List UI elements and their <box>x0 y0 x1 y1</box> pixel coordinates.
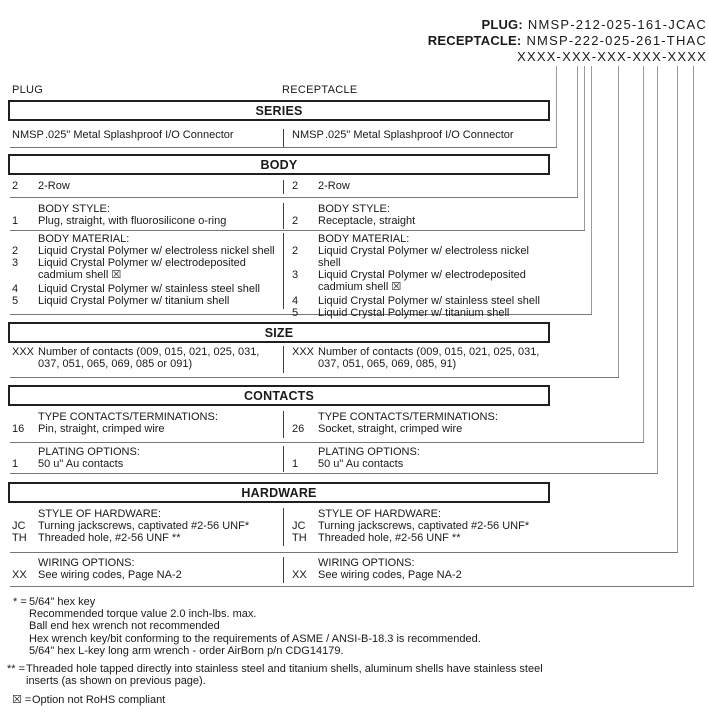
material-text: Liquid Crystal Polymer w/ stainless steel shell <box>318 295 540 307</box>
footnote-line: Threaded hole tapped directly into stainless steel and titanium shells, aluminum shells have stainless steel <box>26 663 543 675</box>
plating-plug-code: 1 <box>12 458 19 470</box>
plug-part-number-line <box>481 18 707 32</box>
divider-body-row <box>10 197 578 198</box>
plug-column-label: PLUG <box>12 84 44 96</box>
body-style-plug-code: 1 <box>12 215 19 227</box>
trace-line-contact-type <box>643 66 644 442</box>
hardware-style-receptacle-label: STYLE OF HARDWARE: <box>318 508 442 520</box>
divider-size <box>10 377 619 378</box>
footnote-star-marker: * = <box>13 596 27 608</box>
footnote-line: Recommended torque value 2.0 inch-lbs. max. <box>29 608 257 621</box>
hardware-style-plug-label: STYLE OF HARDWARE: <box>38 508 162 520</box>
size-plug-code: XXX <box>12 346 35 358</box>
trace-line-body-material <box>591 66 592 314</box>
size-receptacle-text-line1: Number of contacts (009, 015, 021, 025, 031, <box>318 346 540 358</box>
size-row <box>10 346 550 373</box>
contact-type-plug-code: 16 <box>12 423 25 435</box>
footnote-rohs-lines <box>32 694 165 706</box>
wiring-receptacle-code: XX <box>292 569 307 581</box>
body-style-receptacle-code: 2 <box>292 215 299 227</box>
trace-line-size <box>618 66 619 377</box>
body-material-plug-cell <box>10 233 283 309</box>
hardware-style-receptacle-item <box>290 532 550 544</box>
material-code: 4 <box>12 283 19 295</box>
wiring-plug-text: See wiring codes, Page NA-2 <box>38 569 182 581</box>
series-plug-code: NMSP <box>12 129 44 141</box>
series-receptacle-text: .025" Metal Splashproof I/O Connector <box>325 129 514 141</box>
contact-type-receptacle-cell <box>283 411 550 438</box>
material-code: 3 <box>292 269 299 281</box>
plating-receptacle-code: 1 <box>292 458 299 470</box>
trace-line-hardware-style <box>677 66 678 552</box>
hardware-section-header <box>8 482 550 503</box>
wiring-plug-cell <box>10 557 283 583</box>
plating-receptacle-item <box>290 458 550 470</box>
contact-type-plug-text: Pin, straight, crimped wire <box>38 423 165 435</box>
body-material-receptacle-item <box>290 245 550 269</box>
size-plug-cell <box>10 346 283 373</box>
body-header-label: BODY <box>260 157 298 172</box>
material-code: 5 <box>292 307 299 319</box>
body-style-receptacle-label: BODY STYLE: <box>318 203 390 215</box>
material-text: Liquid Crystal Polymer w/ titanium shell <box>318 307 510 319</box>
trace-line-series <box>556 66 557 147</box>
hardware-style-plug-cell <box>10 508 283 546</box>
body-style-receptacle-cell <box>283 203 550 229</box>
material-text <box>38 257 283 281</box>
hardware-style-text: Turning jackscrews, captivated #2-56 UNF* <box>318 520 530 532</box>
series-receptacle-line <box>290 129 550 141</box>
body-material-plug-item <box>10 257 283 281</box>
body-style-receptacle-item <box>290 215 550 227</box>
material-text <box>318 269 550 293</box>
plating-plug-text: 50 u" Au contacts <box>38 458 124 470</box>
body-section-header <box>8 154 550 175</box>
body-material-receptacle-label: BODY MATERIAL: <box>318 233 410 245</box>
body-material-plug-label: BODY MATERIAL: <box>38 233 130 245</box>
hardware-style-receptacle-item <box>290 520 550 532</box>
contact-type-plug-cell <box>10 411 283 438</box>
body-row-plug-text: 2-Row <box>38 180 70 192</box>
divider-contact-type <box>10 442 644 443</box>
part-number-mask-line <box>517 50 707 64</box>
body-material-receptacle-item <box>290 307 550 319</box>
plating-receptacle-text: 50 u" Au contacts <box>318 458 404 470</box>
contact-type-plug-item <box>10 423 283 435</box>
material-code: 4 <box>292 295 299 307</box>
hardware-style-text: Threaded hole, #2-56 UNF ** <box>38 532 181 544</box>
footnote-doublestar-lines <box>26 663 543 687</box>
series-header-label: SERIES <box>255 103 303 118</box>
wiring-row <box>10 557 550 583</box>
size-plug-line <box>10 346 283 370</box>
hardware-style-receptacle-cell <box>283 508 550 546</box>
body-row <box>10 180 550 194</box>
series-receptacle-code: NMSP <box>292 129 324 141</box>
body-style-plug-label: BODY STYLE: <box>38 203 110 215</box>
divider-body-style <box>10 230 585 231</box>
size-section-header <box>8 322 550 343</box>
plug-part-number-label: PLUG: <box>481 17 523 32</box>
plating-plug-item <box>10 458 283 470</box>
plating-receptacle-cell <box>283 446 550 472</box>
trace-line-plating <box>657 66 658 473</box>
series-plug-text: .025" Metal Splashproof I/O Connector <box>45 129 234 141</box>
size-receptacle-text-line2: 037, 051, 065, 069, 085, 91) <box>318 358 457 370</box>
size-receptacle-cell <box>283 346 550 373</box>
material-text: Liquid Crystal Polymer w/ titanium shell <box>38 295 230 307</box>
material-text: Liquid Crystal Polymer w/ electroless nickel shell <box>38 245 275 257</box>
divider-wiring <box>10 586 694 587</box>
hardware-header-label: HARDWARE <box>241 485 317 500</box>
size-plug-text-line2: 037, 051, 065, 069, 085 or 091) <box>38 358 193 370</box>
footnote-line: Ball end hex wrench not recommended <box>29 620 220 633</box>
material-code: 5 <box>12 295 19 307</box>
plug-part-number-value: NMSP-212-025-161-JCAC <box>527 17 707 32</box>
footnote-doublestar-marker: ** = <box>7 663 26 675</box>
divider-series <box>10 147 557 148</box>
body-style-plug-cell <box>10 203 283 229</box>
footnote-line: Hex wrench key/bit conforming to the requirements of ASME / ANSI-B-18.3 is recommended. <box>29 632 481 645</box>
body-material-receptacle-item <box>290 269 550 293</box>
body-material-plug-item <box>10 245 283 257</box>
trace-line-wiring <box>693 66 694 586</box>
contact-type-receptacle-item <box>290 423 550 435</box>
material-text-line1: Liquid Crystal Polymer w/ electrodeposited <box>318 269 526 281</box>
material-text: Liquid Crystal Polymer w/ stainless steel shell <box>38 283 260 295</box>
hardware-style-text: Turning jackscrews, captivated #2-56 UNF* <box>38 520 250 532</box>
body-material-receptacle-cell <box>283 233 550 319</box>
body-style-receptacle-text: Receptacle, straight <box>318 215 416 227</box>
material-text: Liquid Crystal Polymer w/ electroless nickel shell <box>318 245 529 269</box>
series-section-header <box>8 100 550 121</box>
body-row-receptacle-line <box>290 180 550 192</box>
body-row-plug-cell <box>10 180 283 194</box>
wiring-plug-item <box>10 569 283 581</box>
contact-type-row <box>10 411 550 438</box>
receptacle-part-number-label: RECEPTACLE: <box>427 33 522 48</box>
plating-plug-label: PLATING OPTIONS: <box>38 446 140 458</box>
footnote-star-lines <box>29 596 481 657</box>
body-row-receptacle-cell <box>283 180 550 194</box>
footnote-rohs-marker: ☒ = <box>12 694 32 706</box>
material-text-line2: cadmium shell ☒ <box>38 269 122 281</box>
body-style-plug-text: Plug, straight, with fluorosilicone o-ring <box>38 215 227 227</box>
size-header-label: SIZE <box>264 325 294 340</box>
hardware-style-row <box>10 508 550 546</box>
footnote-line: Option not RoHS compliant <box>32 694 166 706</box>
material-text-line1: Liquid Crystal Polymer w/ electrodeposited <box>38 257 246 269</box>
receptacle-part-number-value: NMSP-222-025-261-THAC <box>526 33 707 48</box>
body-row-plug-code: 2 <box>12 180 19 192</box>
footnote-hex-key <box>13 596 481 657</box>
hardware-style-plug-item <box>10 520 283 532</box>
size-plug-text-line1: Number of contacts (009, 015, 021, 025, 031, <box>38 346 260 358</box>
body-material-row <box>10 233 550 319</box>
footnote-line: inserts (as shown on previous page). <box>26 675 206 688</box>
size-receptacle-text <box>318 346 550 370</box>
plating-receptacle-label: PLATING OPTIONS: <box>318 446 420 458</box>
series-row <box>10 129 550 147</box>
wiring-plug-label: WIRING OPTIONS: <box>38 557 135 569</box>
trace-line-body-style <box>584 66 585 230</box>
body-material-plug-item <box>10 295 283 307</box>
receptacle-column-label: RECEPTACLE <box>282 84 358 96</box>
hardware-style-code: JC <box>12 520 26 532</box>
receptacle-part-number-line <box>428 34 707 48</box>
footnote-line: 5/64" hex L-key long arm wrench - order AirBorn p/n CDG14179. <box>29 644 344 657</box>
wiring-receptacle-cell <box>283 557 550 583</box>
series-receptacle-cell <box>283 129 550 147</box>
hardware-style-code: TH <box>292 532 307 544</box>
hardware-style-plug-item <box>10 532 283 544</box>
footnote-threaded-hole <box>7 663 543 687</box>
plating-plug-cell <box>10 446 283 472</box>
body-material-receptacle-item <box>290 295 550 307</box>
contact-type-receptacle-code: 26 <box>292 423 305 435</box>
footnote-line: 5/64" hex key <box>29 596 96 608</box>
hardware-style-code: TH <box>12 532 27 544</box>
size-receptacle-code: XXX <box>292 346 315 358</box>
footnote-rohs <box>12 694 165 706</box>
part-number-mask: XXXX-XXX-XXX-XXX-XXXX <box>517 49 707 64</box>
divider-hardware-style <box>10 552 678 553</box>
material-code: 3 <box>12 257 19 269</box>
size-plug-text <box>38 346 283 370</box>
contact-type-receptacle-label: TYPE CONTACTS/TERMINATIONS: <box>318 411 498 423</box>
wiring-plug-code: XX <box>12 569 27 581</box>
hardware-style-code: JC <box>292 520 306 532</box>
body-row-plug-line <box>10 180 283 192</box>
divider-plating <box>10 473 658 474</box>
wiring-receptacle-item <box>290 569 550 581</box>
contacts-section-header <box>8 385 550 406</box>
body-row-receptacle-text: 2-Row <box>318 180 350 192</box>
material-code: 2 <box>12 245 19 257</box>
body-material-plug-item <box>10 283 283 295</box>
plating-row <box>10 446 550 472</box>
body-row-receptacle-code: 2 <box>292 180 299 192</box>
material-text-line2: cadmium shell ☒ <box>318 281 402 293</box>
contacts-header-label: CONTACTS <box>243 388 315 403</box>
wiring-receptacle-label: WIRING OPTIONS: <box>318 557 415 569</box>
contact-type-receptacle-text: Socket, straight, crimped wire <box>318 423 463 435</box>
body-style-row <box>10 203 550 229</box>
size-receptacle-line <box>290 346 550 370</box>
material-code: 2 <box>292 245 299 257</box>
body-style-plug-item <box>10 215 283 227</box>
hardware-style-text: Threaded hole, #2-56 UNF ** <box>318 532 461 544</box>
wiring-receptacle-text: See wiring codes, Page NA-2 <box>318 569 462 581</box>
contact-type-plug-label: TYPE CONTACTS/TERMINATIONS: <box>38 411 218 423</box>
series-plug-cell <box>10 129 283 147</box>
series-plug-line <box>10 129 283 141</box>
trace-line-body-row <box>577 66 578 197</box>
